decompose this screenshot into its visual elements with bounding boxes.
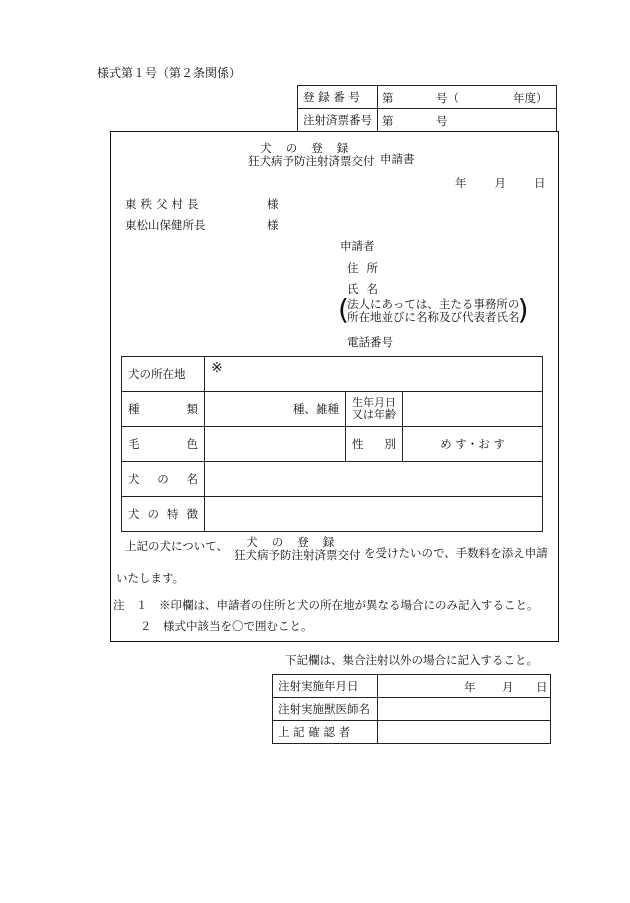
table-row	[273, 675, 551, 698]
body-option-vaccination: 狂犬病予防注射済票交付	[234, 548, 361, 562]
dog-location-field[interactable]	[205, 357, 543, 392]
body-option-registration: 犬の登録	[246, 535, 349, 549]
vaccination-date-label: 注射実施年月日	[273, 675, 378, 698]
breed-suffix: 種、雑種	[293, 402, 339, 416]
applicant-name-label: 氏名	[347, 282, 386, 296]
dog-feature-label: 犬 の 特 徴	[122, 497, 205, 532]
title-option-vaccination: 狂犬病予防注射済票交付	[248, 154, 375, 168]
table-row	[122, 392, 543, 427]
right-paren: )	[517, 293, 529, 326]
confirmer-field[interactable]	[378, 721, 551, 744]
registration-number-label: 登 録 番 号	[298, 86, 378, 109]
confirmer-label: 上 記 確 認 者	[273, 721, 378, 744]
vaccination-day: 日	[536, 680, 548, 694]
vaccination-go: 号	[436, 114, 448, 128]
below-instruction: 下記欄は、集合注射以外の場合に記入すること。	[285, 653, 538, 667]
birthdate-field[interactable]	[403, 392, 543, 427]
registration-go: 号（	[436, 91, 459, 105]
dog-name-label: 犬 の 名	[122, 462, 205, 497]
registration-number-field[interactable]	[378, 86, 557, 109]
birthdate-label-line2: 又は年齢	[352, 408, 396, 421]
vaccination-tag-number-label: 注射済票番号	[298, 109, 378, 132]
birthdate-label	[346, 392, 403, 427]
application-date	[455, 175, 546, 191]
table-row	[273, 721, 551, 744]
veterinarian-label: 注射実施獣医師名	[273, 698, 378, 721]
addressee-mayor: 東秩父村長	[125, 197, 203, 211]
body-line2: いたします。	[116, 571, 185, 585]
applicant-phone-label: 電話番号	[347, 335, 393, 349]
body-options	[234, 536, 361, 562]
title-option-registration: 犬の登録	[260, 141, 363, 155]
dog-name-field[interactable]	[205, 462, 543, 497]
dog-location-mark: ※	[211, 360, 223, 376]
vaccination-tag-row	[298, 109, 557, 132]
vaccination-date-field[interactable]	[378, 675, 551, 698]
left-paren: (	[338, 293, 349, 326]
applicant-address-label: 住所	[347, 261, 386, 275]
date-day: 日	[534, 176, 546, 190]
coat-color-label: 毛 色	[122, 427, 205, 462]
breed-label: 種 類	[122, 392, 205, 427]
sex-options[interactable]: め す・お す	[403, 427, 543, 462]
table-row	[122, 462, 543, 497]
vaccination-tag-number-field[interactable]	[378, 109, 557, 132]
corporate-note-line2: 所在地並びに名称及び代表者氏名	[347, 310, 520, 324]
veterinarian-field[interactable]	[378, 698, 551, 721]
date-year: 年	[455, 176, 467, 190]
note-2: ２ 様式中該当を〇で囲むこと。	[140, 619, 313, 633]
breed-field[interactable]	[205, 392, 346, 427]
table-row	[122, 497, 543, 532]
registration-nendo: 年度）	[513, 91, 548, 105]
addressee-health-center: 東松山保健所長	[125, 218, 206, 232]
vaccination-record-table	[272, 674, 551, 744]
addressee-mayor-sama: 様	[267, 197, 279, 211]
dog-info-table	[121, 356, 543, 532]
corporate-note-line1: 法人にあっては、主たる事務所の	[347, 297, 520, 311]
table-row	[122, 427, 543, 462]
birthdate-label-line1: 生年月日	[352, 396, 396, 409]
dog-location-label: 犬の所在地	[122, 357, 205, 392]
table-row	[273, 698, 551, 721]
title-options	[248, 142, 375, 168]
body-tail: を受けたいので、手数料を添え申請	[364, 546, 548, 560]
date-month: 月	[494, 176, 506, 190]
vaccination-dai: 第	[382, 114, 394, 128]
vaccination-year: 年	[464, 680, 476, 694]
registration-number-table	[297, 85, 557, 132]
sex-label: 性 別	[346, 427, 403, 462]
applicant-heading: 申請者	[340, 239, 375, 253]
form-number-label: 様式第１号（第２条関係）	[97, 66, 242, 80]
note-1: 注 １ ※印欄は、申請者の住所と犬の所在地が異なる場合にのみ記入すること。	[113, 598, 539, 612]
dog-feature-field[interactable]	[205, 497, 543, 532]
registration-dai: 第	[382, 91, 394, 105]
coat-color-field[interactable]	[205, 427, 346, 462]
registration-row	[298, 86, 557, 109]
title-suffix: 申請書	[380, 152, 415, 166]
corporate-note	[338, 293, 529, 326]
addressee-health-center-sama: 様	[267, 218, 279, 232]
vaccination-month: 月	[502, 680, 514, 694]
table-row	[122, 357, 543, 392]
body-lead: 上記の犬について、	[125, 539, 229, 553]
